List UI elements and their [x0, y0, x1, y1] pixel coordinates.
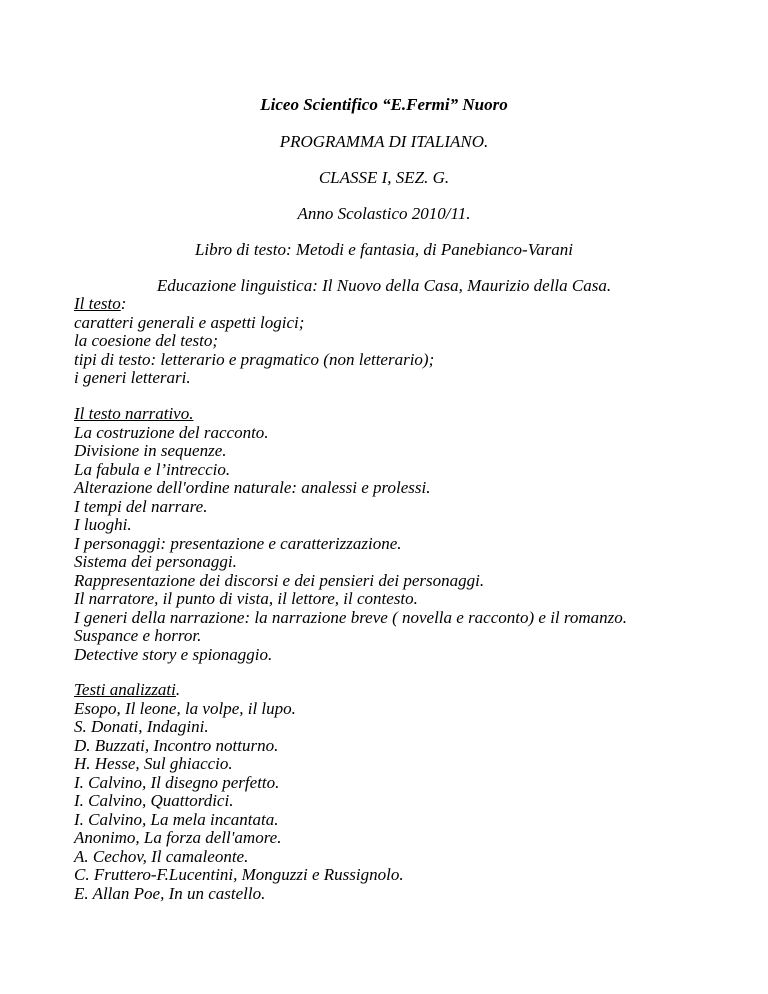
school-title: Liceo Scientifico “E.Fermi” Nuoro: [260, 95, 508, 114]
section-analizzati: [74, 681, 404, 903]
list-item: I generi della narrazione: la narrazione breve ( novella e racconto) e il romanzo.: [74, 607, 628, 627]
section-heading: [74, 681, 404, 700]
list-item: E. Allan Poe, In un castello.: [74, 883, 266, 903]
list-item: Detective story e spionaggio.: [74, 644, 273, 664]
list-item: Rappresentazione dei discorsi e dei pensieri dei personaggi.: [74, 570, 485, 590]
list-item: I tempi del narrare.: [74, 496, 208, 516]
list-item: Anonimo, La forza dell'amore.: [74, 828, 282, 847]
list-item: La fabula e l’intreccio.: [74, 459, 231, 479]
list-item: I luoghi.: [74, 515, 132, 534]
list-item: caratteri generali e aspetti logici;: [74, 312, 305, 332]
list-item: Suspance e horror.: [74, 626, 202, 645]
list-item: I personaggi: presentazione e caratterizzazione.: [74, 533, 402, 553]
textbook-info: Libro di testo: Metodi e fantasia, di Panebianco-Varani: [194, 240, 574, 259]
list-item: La costruzione del racconto.: [74, 422, 269, 442]
school-year: Anno Scolastico 2010/11.: [297, 204, 471, 223]
list-item: C. Fruttero-F.Lucentini, Monguzzi e Russignolo.: [74, 865, 404, 884]
program-title: PROGRAMMA DI ITALIANO.: [279, 132, 489, 151]
class-info: CLASSE I, SEZ. G.: [318, 168, 450, 187]
list-item: I. Calvino, La mela incantata.: [74, 809, 279, 829]
list-item: tipi di testo: letterario e pragmatico (non letterario);: [74, 349, 435, 369]
section-title: Il testo narrativo.: [74, 404, 194, 423]
section-title: Il testo: [74, 294, 121, 313]
list-item: A. Cechov, Il camaleonte.: [74, 846, 249, 866]
list-item: i generi letterari.: [74, 368, 191, 387]
list-item: Esopo, Il leone, la volpe, il lupo.: [74, 698, 296, 718]
section-testo: [74, 295, 434, 388]
list-item: Alterazione dell'ordine naturale: analessi e prolessi.: [74, 478, 431, 497]
list-item: la coesione del testo;: [74, 331, 218, 350]
grammar-book-info: Educazione linguistica: Il Nuovo della Casa, Maurizio della Casa.: [156, 276, 612, 295]
list-item: H. Hesse, Sul ghiaccio.: [74, 754, 233, 773]
list-item: Divisione in sequenze.: [74, 441, 227, 460]
list-item: Sistema dei personaggi.: [74, 552, 237, 571]
section-narrativo: [74, 405, 627, 664]
section-heading: [74, 405, 627, 424]
list-item: S. Donati, Indagini.: [74, 717, 209, 736]
list-item: D. Buzzati, Incontro notturno.: [74, 735, 279, 755]
section-title-suffix: .: [175, 680, 181, 699]
section-heading: [74, 295, 434, 314]
section-title-suffix: :: [120, 294, 127, 313]
list-item: I. Calvino, Quattordici.: [74, 791, 234, 810]
list-item: I. Calvino, Il disegno perfetto.: [74, 772, 280, 792]
list-item: Il narratore, il punto di vista, il lettore, il contesto.: [74, 589, 418, 608]
section-title: Testi analizzati: [74, 680, 176, 699]
